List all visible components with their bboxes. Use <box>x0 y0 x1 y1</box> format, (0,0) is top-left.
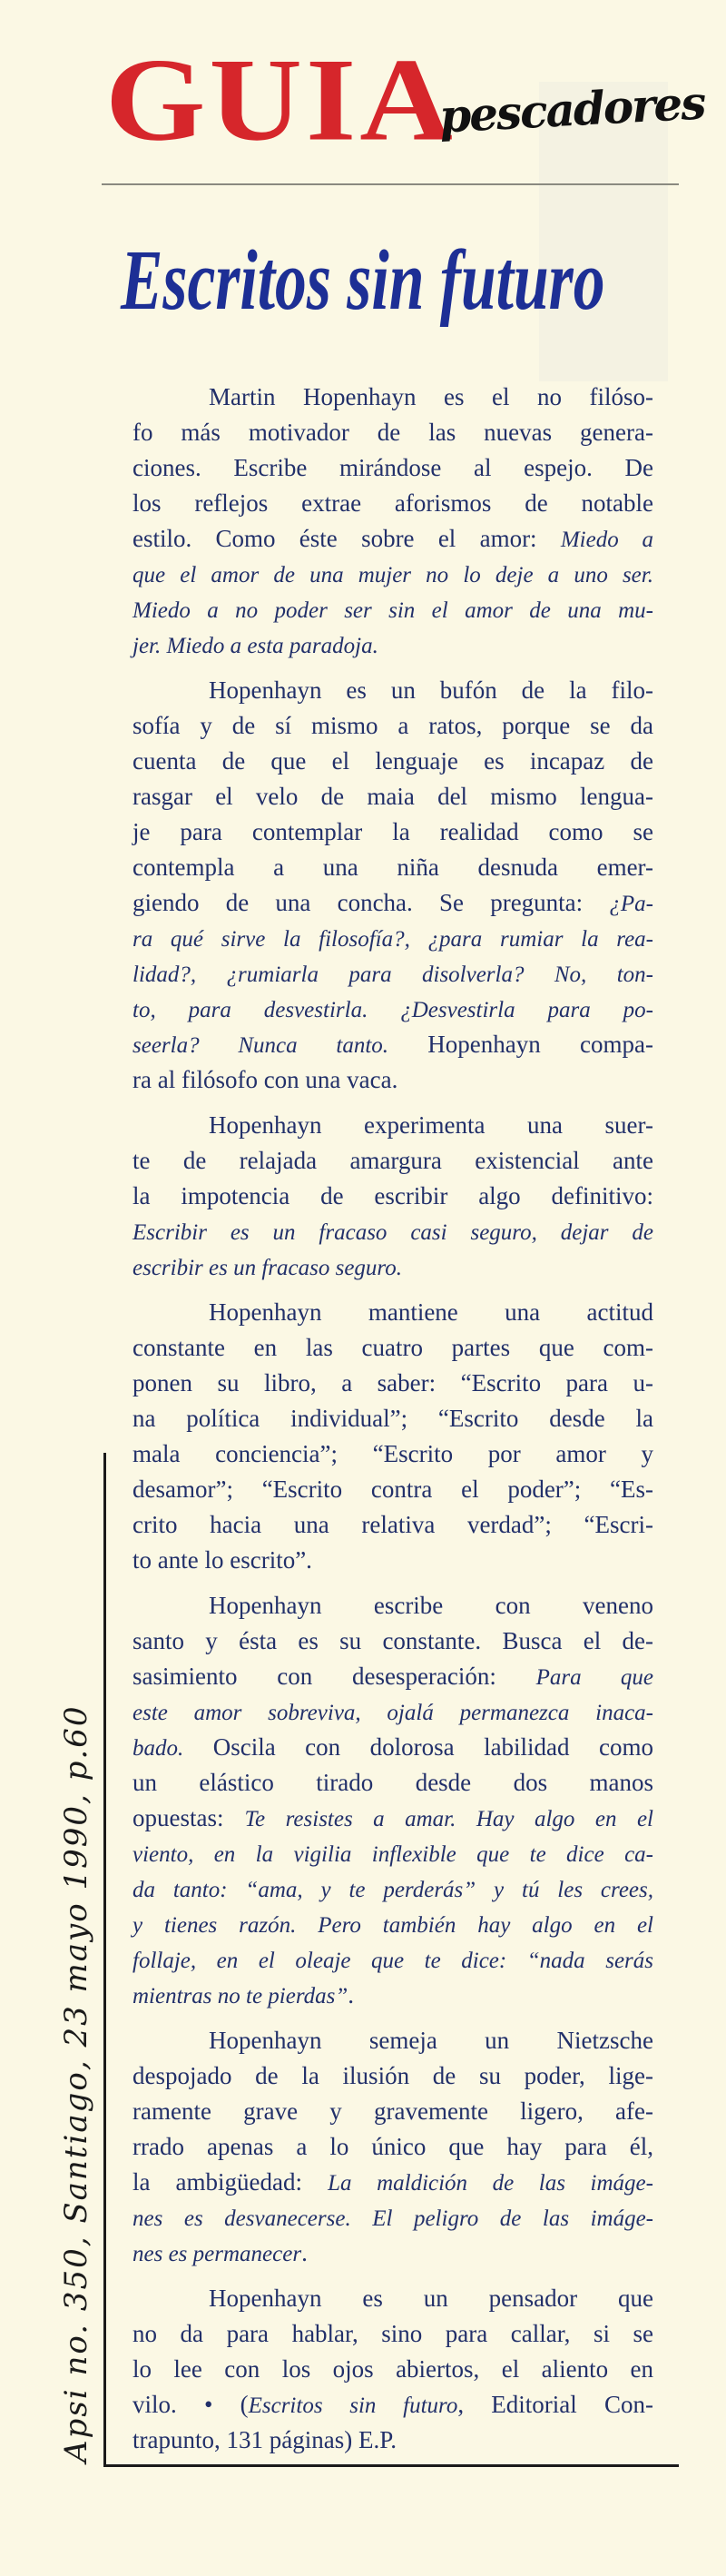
text-segment: to ante lo escrito”. <box>132 1546 312 1574</box>
clipping-frame-bottom <box>103 2464 679 2467</box>
italic-quote-segment: follaje, en el oleaje que te dice: “nada serás <box>132 1949 653 1973</box>
text-segment: trapunto, 131 páginas) E.P. <box>132 2426 397 2453</box>
text-line <box>132 2387 653 2423</box>
text-line <box>132 673 653 708</box>
text-line <box>132 814 653 850</box>
text-segment: . <box>348 1981 355 2008</box>
text-line <box>132 2200 653 2235</box>
text-line <box>132 557 653 592</box>
text-segment: lo lee con los ojos abiertos, el aliento en <box>132 2355 653 2383</box>
header-divider <box>102 183 679 185</box>
italic-quote-segment: viento, en la vigilia inflexible que te dice ca- <box>132 1842 653 1867</box>
text-line <box>132 1907 653 1942</box>
article-paragraph <box>132 1108 653 1285</box>
text-line <box>132 708 653 744</box>
text-segment: no da para hablar, sino para callar, si se <box>132 2320 653 2347</box>
article-paragraph <box>132 1295 653 1578</box>
text-line <box>132 1295 653 1330</box>
text-line <box>132 2023 653 2058</box>
text-segment: los reflejos extrae aforismos de notable <box>132 489 653 517</box>
text-segment: Hopenhayn escribe con veneno <box>209 1592 653 1619</box>
text-segment: santo y ésta es su constante. Busca el de- <box>132 1627 653 1654</box>
text-segment: Hopenhayn experimenta una suer- <box>209 1111 653 1139</box>
article-body <box>132 380 653 2468</box>
italic-quote-segment: ra qué sirve la filosofía?, ¿para rumiar la rea- <box>132 927 653 952</box>
text-segment: Hopenhayn mantiene una actitud <box>209 1298 653 1326</box>
article-paragraph <box>132 2023 653 2271</box>
text-line <box>132 1836 653 1871</box>
text-line <box>132 1249 653 1285</box>
article-paragraph <box>132 2281 653 2458</box>
article-paragraph <box>132 673 653 1098</box>
text-line <box>132 415 653 450</box>
text-segment: rasgar el velo de maia del mismo lengua- <box>132 783 653 810</box>
italic-quote-segment: La maldición de las imáge- <box>328 2171 653 2196</box>
text-line <box>132 1143 653 1179</box>
text-line <box>132 956 653 992</box>
text-line <box>132 1659 653 1694</box>
text-line <box>132 2316 653 2352</box>
text-segment: opuestas: <box>132 1804 245 1831</box>
text-line <box>132 1472 653 1507</box>
handwritten-section-overlay: pescadores <box>437 75 706 143</box>
text-line <box>132 1730 653 1765</box>
italic-quote-segment: nes es desvanecerse. El peligro de las imáge- <box>132 2206 653 2231</box>
text-line <box>132 779 653 814</box>
text-line <box>132 2165 653 2200</box>
text-line <box>132 2352 653 2387</box>
text-line <box>132 2423 653 2458</box>
text-line <box>132 1027 653 1062</box>
text-segment: estilo. Como éste sobre el amor: <box>132 525 561 552</box>
text-segment: , Editorial Con- <box>457 2391 653 2418</box>
text-line <box>132 744 653 779</box>
text-segment: mala conciencia”; “Escrito por amor y <box>132 1440 653 1467</box>
text-line <box>132 1942 653 1978</box>
text-segment: despojado de la ilusión de su poder, lige- <box>132 2062 653 2089</box>
text-line <box>132 2235 653 2271</box>
text-segment: la impotencia de escribir algo definitivo: <box>132 1182 653 1209</box>
text-segment: je para contemplar la realidad como se <box>132 818 653 845</box>
text-line <box>132 1624 653 1659</box>
text-segment: un elástico tirado desde dos manos <box>132 1769 653 1796</box>
article-paragraph <box>132 380 653 663</box>
text-line <box>132 1543 653 1578</box>
text-segment: sasimiento con desesperación: <box>132 1663 536 1690</box>
text-line <box>132 885 653 921</box>
text-line <box>132 992 653 1027</box>
italic-quote-segment: seerla? Nunca tanto. <box>132 1033 389 1058</box>
text-segment: Hopenhayn es un bufón de la filo- <box>209 676 653 704</box>
italic-quote-segment: Para que <box>535 1665 653 1690</box>
text-line <box>132 850 653 885</box>
text-line <box>132 1401 653 1436</box>
text-segment: vilo. • ( <box>132 2391 249 2418</box>
text-line <box>132 1871 653 1907</box>
italic-quote-segment: Escritos sin futuro <box>248 2393 458 2418</box>
handwritten-source-note: Apsi no. 350, Santiago, 23 mayo 1990, p.60 <box>58 1704 94 2462</box>
text-segment: Hopenhayn semeja un Nietzsche <box>209 2027 653 2054</box>
text-segment: Hopenhayn es un pensador que <box>209 2285 653 2312</box>
italic-quote-segment: jer. Miedo a esta paradoja. <box>132 634 378 658</box>
text-line <box>132 2129 653 2165</box>
italic-quote-segment: nes es permanecer <box>132 2242 302 2266</box>
text-line <box>132 1694 653 1730</box>
text-line <box>132 627 653 663</box>
text-segment: cuenta de que el lenguaje es incapaz de <box>132 747 653 775</box>
text-segment: ponen su libro, a saber: “Escrito para u- <box>132 1369 653 1397</box>
text-line <box>132 2058 653 2094</box>
italic-quote-segment: Escribir es un fracaso casi seguro, dejar de <box>132 1220 653 1245</box>
italic-quote-segment: Miedo a <box>560 528 653 552</box>
text-segment: . <box>301 2239 308 2266</box>
italic-quote-segment: que el amor de una mujer no lo deje a uno ser. <box>132 563 653 587</box>
text-line <box>132 1330 653 1366</box>
text-line <box>132 380 653 415</box>
italic-quote-segment: lidad?, ¿rumiarla para disolverla? No, ton- <box>132 962 653 987</box>
text-line <box>132 2094 653 2129</box>
text-line <box>132 1507 653 1543</box>
text-segment: fo más motivador de las nuevas genera- <box>132 419 653 446</box>
text-line <box>132 1801 653 1836</box>
text-line <box>132 1179 653 1214</box>
italic-quote-segment: y tienes razón. Pero también hay algo en el <box>132 1913 653 1938</box>
text-line <box>132 921 653 956</box>
text-segment: Martin Hopenhayn es el no filóso- <box>209 383 653 410</box>
clipping-frame-left <box>103 1453 106 2467</box>
italic-quote-segment: este amor sobreviva, ojalá permanezca inaca- <box>132 1701 653 1725</box>
text-segment: constante en las cuatro partes que com- <box>132 1334 653 1361</box>
text-line <box>132 521 653 557</box>
text-segment: contempla a una niña desnuda emer- <box>132 854 653 881</box>
text-line <box>132 486 653 521</box>
text-segment: sofía y de sí mismo a ratos, porque se da <box>132 712 653 739</box>
text-segment: ramente grave y gravemente ligero, afe- <box>132 2097 653 2125</box>
text-line <box>132 450 653 486</box>
text-line <box>132 1062 653 1098</box>
text-line <box>132 1108 653 1143</box>
text-segment: crito hacia una relativa verdad”; “Escri- <box>132 1511 653 1538</box>
text-line <box>132 1436 653 1472</box>
text-segment: Hopenhayn compa- <box>388 1031 653 1058</box>
text-line <box>132 592 653 627</box>
italic-quote-segment: escribir es un fracaso seguro. <box>132 1256 402 1280</box>
italic-quote-segment: Te resistes a amar. Hay algo en el <box>244 1807 653 1831</box>
italic-quote-segment: to, para desvestirla. ¿Desvestirla para po- <box>132 998 653 1022</box>
text-line <box>132 1765 653 1801</box>
text-segment: ra al filósofo con una vaca. <box>132 1066 398 1093</box>
text-line <box>132 1214 653 1249</box>
text-segment: Oscila con dolorosa labilidad como <box>183 1733 653 1761</box>
text-segment: na política individual”; “Escrito desde la <box>132 1405 653 1432</box>
text-line <box>132 2281 653 2316</box>
text-segment: te de relajada amargura existencial ante <box>132 1147 653 1174</box>
text-line <box>132 1366 653 1401</box>
article-title: Escritos sin futuro <box>121 233 605 328</box>
text-line <box>132 1588 653 1624</box>
text-segment: giendo de una concha. Se pregunta: <box>132 889 610 916</box>
text-segment: ciones. Escribe mirándose al espejo. De <box>132 454 653 481</box>
italic-quote-segment: ¿Pa- <box>609 892 653 916</box>
text-line <box>132 1978 653 2013</box>
text-segment: desamor”; “Escrito contra el poder”; “Es- <box>132 1476 653 1503</box>
article-paragraph <box>132 1588 653 2013</box>
section-logo-guia: GUIA <box>105 33 456 165</box>
text-segment: rrado apenas a lo único que hay para él, <box>132 2133 653 2160</box>
italic-quote-segment: da tanto: “ama, y te perderás” y tú les crees, <box>132 1878 653 1902</box>
italic-quote-segment: bado. <box>132 1736 184 1761</box>
italic-quote-segment: mientras no te pierdas” <box>132 1984 348 2008</box>
italic-quote-segment: Miedo a no poder ser sin el amor de una mu- <box>132 598 653 623</box>
text-segment: la ambigüedad: <box>132 2168 329 2196</box>
